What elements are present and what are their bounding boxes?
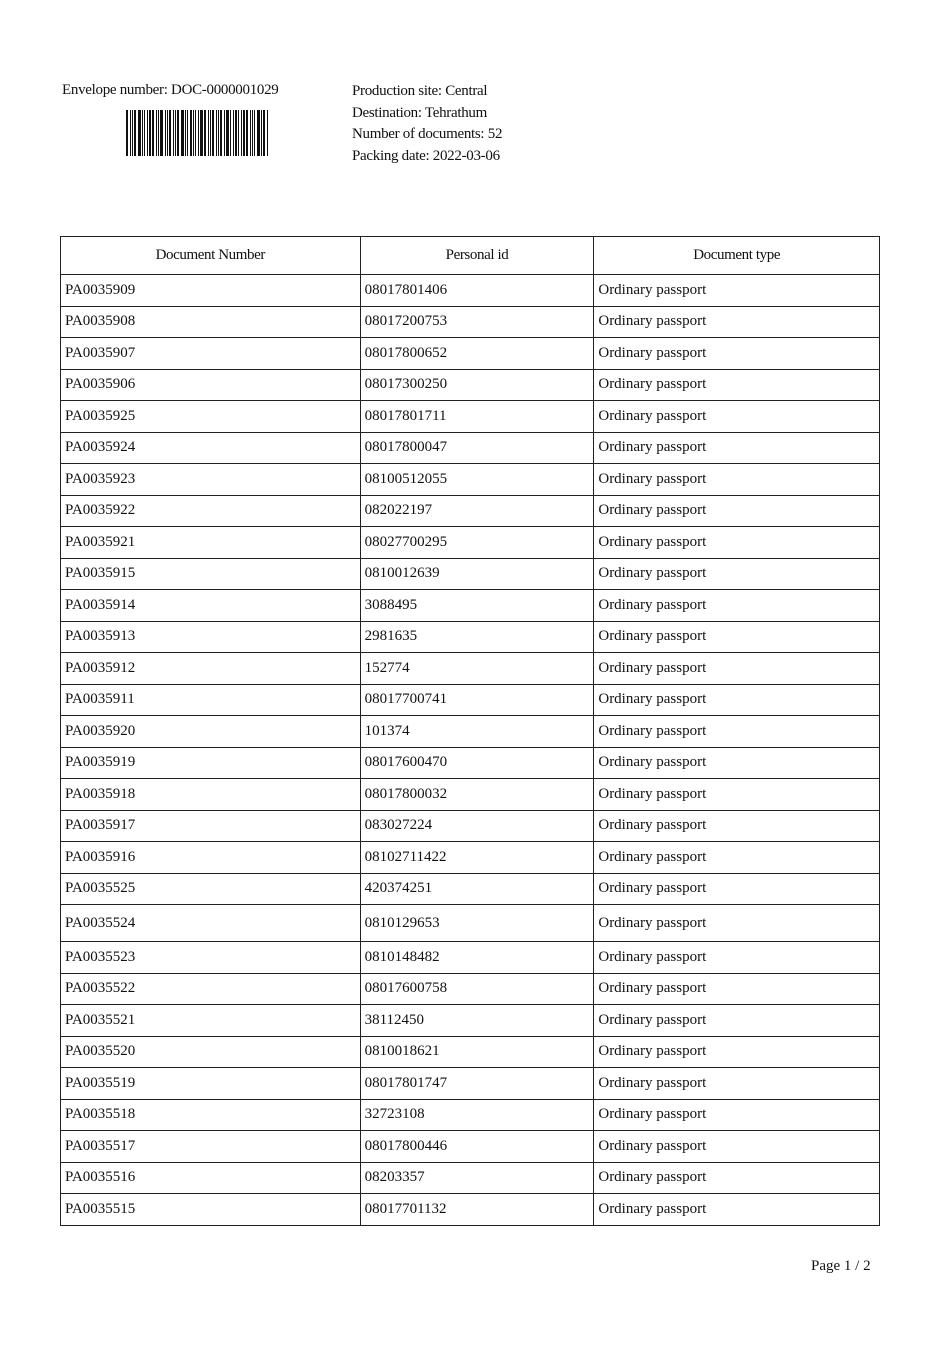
table-row	[61, 432, 880, 464]
personal-id-cell: 08100512055	[360, 464, 594, 496]
document-number-cell: PA0035923	[61, 464, 361, 496]
document-number-cell: PA0035907	[61, 338, 361, 370]
barcode-bar	[208, 110, 209, 156]
document-type-cell: Ordinary passport	[594, 942, 880, 974]
barcode-bar	[218, 110, 219, 156]
document-type-cell: Ordinary passport	[594, 590, 880, 622]
personal-id-cell: 08017200753	[360, 306, 594, 338]
barcode-bar	[241, 110, 242, 156]
personal-id-cell: 3088495	[360, 590, 594, 622]
barcode-bar	[230, 110, 231, 156]
barcode-bar	[187, 110, 188, 156]
document-type-cell: Ordinary passport	[594, 338, 880, 370]
personal-id-cell: 101374	[360, 716, 594, 748]
document-number-cell: PA0035908	[61, 306, 361, 338]
document-type-cell: Ordinary passport	[594, 1162, 880, 1194]
document-type-cell: Ordinary passport	[594, 495, 880, 527]
document-number-cell: PA0035515	[61, 1194, 361, 1226]
barcode-bar	[204, 110, 206, 156]
packing-date: Packing date: 2022-03-06	[352, 147, 500, 164]
table-row	[61, 401, 880, 433]
document-type-cell: Ordinary passport	[594, 527, 880, 559]
barcode-bar	[252, 110, 253, 156]
personal-id-cell: 0810012639	[360, 558, 594, 590]
personal-id-cell: 08017801711	[360, 401, 594, 433]
barcode-bar	[238, 110, 239, 156]
document-type-cell: Ordinary passport	[594, 558, 880, 590]
barcode-bar	[149, 110, 151, 156]
table-row	[61, 306, 880, 338]
barcode-bar	[224, 110, 225, 156]
document-type-cell: Ordinary passport	[594, 684, 880, 716]
table-row	[61, 716, 880, 748]
document-number-cell: PA0035912	[61, 653, 361, 685]
personal-id-cell: 083027224	[360, 810, 594, 842]
document-type-cell: Ordinary passport	[594, 1194, 880, 1226]
document-type-cell: Ordinary passport	[594, 369, 880, 401]
table-row	[61, 684, 880, 716]
document-type-cell: Ordinary passport	[594, 905, 880, 942]
barcode-bar	[263, 110, 265, 156]
barcode-bar	[147, 110, 148, 156]
personal-id-cell: 32723108	[360, 1099, 594, 1131]
document-type-cell: Ordinary passport	[594, 1099, 880, 1131]
barcode-bar	[173, 110, 174, 156]
table-row	[61, 1005, 880, 1037]
barcode-bar	[235, 110, 237, 156]
document-number-cell: PA0035518	[61, 1099, 361, 1131]
document-number-cell: PA0035913	[61, 621, 361, 653]
barcode-bar	[130, 110, 131, 156]
personal-id-cell: 08017600758	[360, 973, 594, 1005]
table-row	[61, 1068, 880, 1100]
barcode-bar	[181, 110, 184, 156]
table-row	[61, 558, 880, 590]
document-number-cell: PA0035519	[61, 1068, 361, 1100]
document-number-cell: PA0035520	[61, 1036, 361, 1068]
table-row	[61, 275, 880, 307]
barcode-bar	[152, 110, 154, 156]
table-row	[61, 905, 880, 942]
personal-id-cell: 0810018621	[360, 1036, 594, 1068]
document-number-cell: PA0035521	[61, 1005, 361, 1037]
personal-id-cell: 2981635	[360, 621, 594, 653]
barcode-bar	[167, 110, 168, 156]
barcode-bar	[198, 110, 199, 156]
barcode-bar	[243, 110, 245, 156]
barcode-bar	[254, 110, 255, 156]
document-number-cell: PA0035921	[61, 527, 361, 559]
document-type-cell: Ordinary passport	[594, 432, 880, 464]
document-number-cell: PA0035516	[61, 1162, 361, 1194]
barcode-bar	[158, 110, 159, 156]
table-row	[61, 873, 880, 905]
barcode-bar	[261, 110, 262, 156]
document-type-cell: Ordinary passport	[594, 401, 880, 433]
barcode-bar	[142, 110, 143, 156]
personal-id-cell: 08203357	[360, 1162, 594, 1194]
column-header-document-number: Document Number	[61, 237, 361, 275]
personal-id-cell: 08102711422	[360, 842, 594, 874]
personal-id-cell: 082022197	[360, 495, 594, 527]
number-of-documents: Number of documents: 52	[352, 126, 503, 142]
table-row	[61, 973, 880, 1005]
barcode-bar	[177, 110, 179, 156]
table-row	[61, 590, 880, 622]
barcode-bar	[175, 110, 176, 156]
document-type-cell: Ordinary passport	[594, 464, 880, 496]
barcode-bar	[233, 110, 234, 156]
personal-id-cell: 0810129653	[360, 905, 594, 942]
personal-id-cell: 08017600470	[360, 747, 594, 779]
personal-id-cell: 08017801406	[360, 275, 594, 307]
document-type-cell: Ordinary passport	[594, 621, 880, 653]
envelope-header	[62, 82, 279, 99]
document-number-cell: PA0035517	[61, 1131, 361, 1163]
document-number-cell: PA0035911	[61, 684, 361, 716]
shipment-info	[352, 81, 502, 167]
document-type-cell: Ordinary passport	[594, 1005, 880, 1037]
barcode-bar	[195, 110, 196, 156]
table-row	[61, 779, 880, 811]
document-number-cell: PA0035918	[61, 779, 361, 811]
document-type-cell: Ordinary passport	[594, 747, 880, 779]
barcode-bar	[138, 110, 141, 156]
personal-id-cell: 152774	[360, 653, 594, 685]
barcode-bar	[165, 110, 166, 156]
table-row	[61, 1099, 880, 1131]
barcode-bar	[220, 110, 222, 156]
document-number-cell: PA0035925	[61, 401, 361, 433]
table-row	[61, 621, 880, 653]
table-row	[61, 369, 880, 401]
barcode-bar	[267, 110, 268, 156]
barcode-bar	[200, 110, 203, 156]
table-row	[61, 464, 880, 496]
barcode-bar	[185, 110, 186, 156]
document-number-cell: PA0035522	[61, 973, 361, 1005]
document-number-cell: PA0035914	[61, 590, 361, 622]
personal-id-cell: 08017801747	[360, 1068, 594, 1100]
barcode-bar	[210, 110, 211, 156]
document-number-cell: PA0035922	[61, 495, 361, 527]
table-row	[61, 1162, 880, 1194]
table-row	[61, 338, 880, 370]
document-type-cell: Ordinary passport	[594, 873, 880, 905]
barcode-bar	[160, 110, 163, 156]
table-row	[61, 842, 880, 874]
document-type-cell: Ordinary passport	[594, 716, 880, 748]
barcode-bar	[257, 110, 260, 156]
document-number-cell: PA0035524	[61, 905, 361, 942]
documents-table	[60, 236, 880, 1226]
personal-id-cell: 08017700741	[360, 684, 594, 716]
barcode-bar	[226, 110, 229, 156]
document-number-cell: PA0035523	[61, 942, 361, 974]
document-type-cell: Ordinary passport	[594, 1068, 880, 1100]
barcode-bar	[212, 110, 214, 156]
barcode-bar	[169, 110, 171, 156]
document-type-cell: Ordinary passport	[594, 306, 880, 338]
document-type-cell: Ordinary passport	[594, 810, 880, 842]
barcode-bar	[126, 110, 128, 156]
document-number-cell: PA0035919	[61, 747, 361, 779]
table-row	[61, 747, 880, 779]
document-type-cell: Ordinary passport	[594, 275, 880, 307]
barcode	[126, 110, 286, 156]
document-number-cell: PA0035915	[61, 558, 361, 590]
document-type-cell: Ordinary passport	[594, 1036, 880, 1068]
table-header-row	[61, 237, 880, 275]
document-type-cell: Ordinary passport	[594, 973, 880, 1005]
document-type-cell: Ordinary passport	[594, 779, 880, 811]
table-row	[61, 810, 880, 842]
document-number-cell: PA0035924	[61, 432, 361, 464]
barcode-bar	[246, 110, 248, 156]
table-row	[61, 527, 880, 559]
document-number-cell: PA0035909	[61, 275, 361, 307]
personal-id-cell: 08017800047	[360, 432, 594, 464]
destination: Destination: Tehrathum	[352, 104, 487, 121]
document-type-cell: Ordinary passport	[594, 653, 880, 685]
page-number: Page 1 / 2	[811, 1258, 871, 1274]
personal-id-cell: 420374251	[360, 873, 594, 905]
document-number-cell: PA0035920	[61, 716, 361, 748]
personal-id-cell: 08017701132	[360, 1194, 594, 1226]
personal-id-cell: 08017800032	[360, 779, 594, 811]
barcode-bar	[132, 110, 133, 156]
barcode-bar	[144, 110, 145, 156]
barcode-bar	[190, 110, 192, 156]
personal-id-cell: 08017800446	[360, 1131, 594, 1163]
personal-id-cell: 38112450	[360, 1005, 594, 1037]
barcode-bar	[134, 110, 136, 156]
personal-id-cell: 08027700295	[360, 527, 594, 559]
document-number-cell: PA0035525	[61, 873, 361, 905]
production-site: Production site: Central	[352, 83, 488, 99]
barcode-bar	[156, 110, 157, 156]
envelope-number: Envelope number: DOC-0000001029	[62, 82, 279, 98]
personal-id-cell: 08017300250	[360, 369, 594, 401]
document-number-cell: PA0035916	[61, 842, 361, 874]
table-row	[61, 1036, 880, 1068]
table-row	[61, 942, 880, 974]
document-number-cell: PA0035917	[61, 810, 361, 842]
table-row	[61, 495, 880, 527]
document-type-cell: Ordinary passport	[594, 1131, 880, 1163]
barcode-bar	[250, 110, 251, 156]
barcode-bar	[193, 110, 194, 156]
table-row	[61, 653, 880, 685]
document-type-cell: Ordinary passport	[594, 842, 880, 874]
table-row	[61, 1194, 880, 1226]
personal-id-cell: 08017800652	[360, 338, 594, 370]
barcode-bar	[216, 110, 217, 156]
document-number-cell: PA0035906	[61, 369, 361, 401]
table-row	[61, 1131, 880, 1163]
column-header-document-type: Document type	[594, 237, 880, 275]
personal-id-cell: 0810148482	[360, 942, 594, 974]
column-header-personal-id: Personal id	[360, 237, 594, 275]
